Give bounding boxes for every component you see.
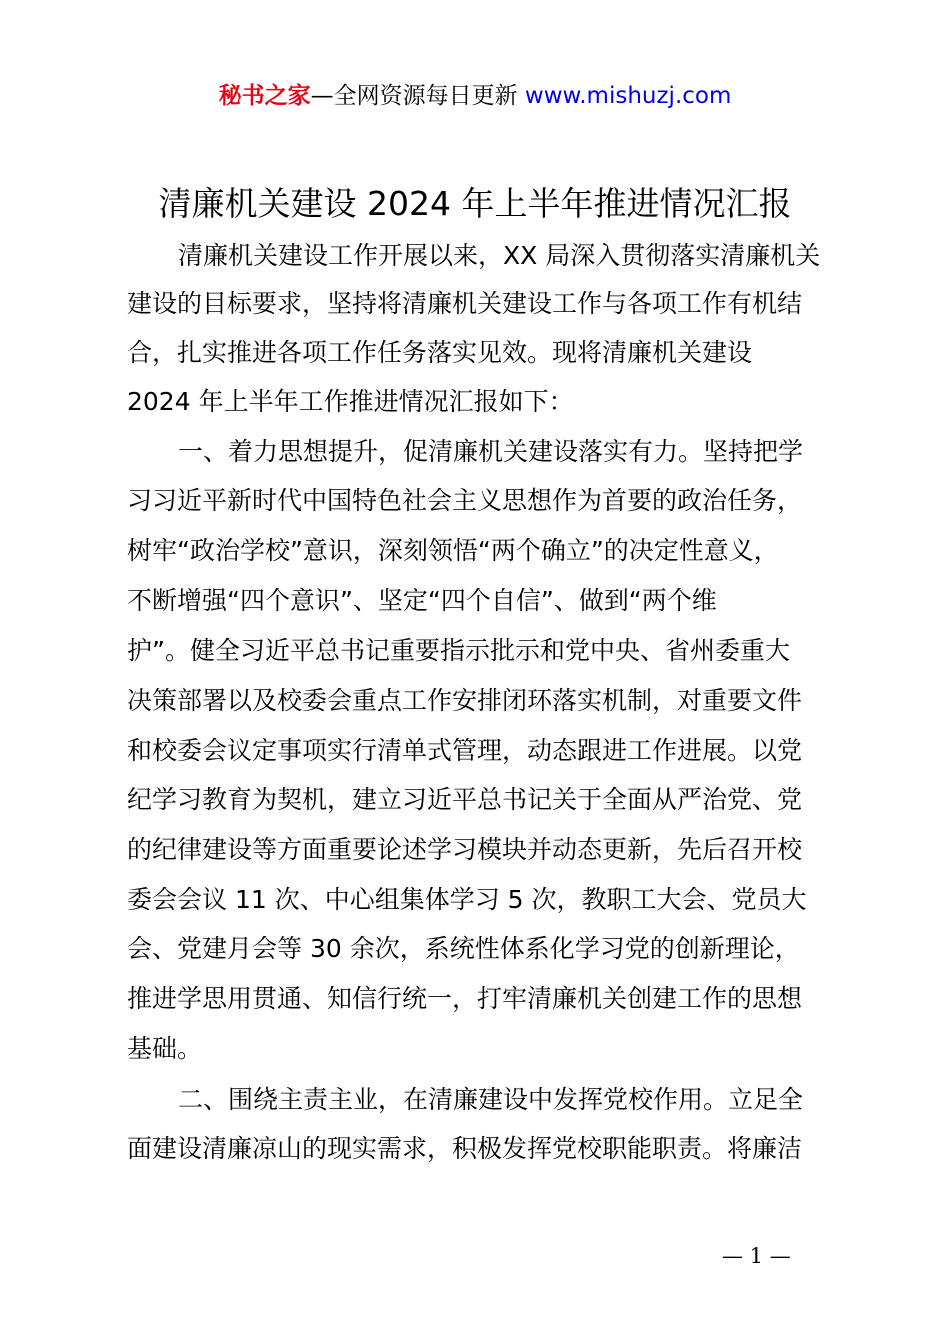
site-brand: 秘书之家 [218, 83, 311, 109]
page-number: — 1 — [722, 1244, 791, 1268]
paragraph-line: 合，扎实推进各项工作任务落实见效。现将清廉机关建设 [127, 338, 753, 367]
paragraph-line: 决策部署以及校委会重点工作安排闭环落实机制，对重要文件 [127, 686, 803, 715]
paragraph-line: 清廉机关建设工作开展以来，XX 局深入贯彻落实清廉机关 [178, 241, 821, 270]
paragraph-line: 纪学习教育为契机，建立习近平总书记关于全面从严治党、党 [127, 785, 803, 814]
paragraph-line: 2024 年上半年工作推进情况汇报如下： [127, 387, 574, 416]
paragraph-line: 的纪律建设等方面重要论述学习模块并动态更新，先后召开校 [127, 835, 803, 864]
paragraph-line: 一、着力思想提升，促清廉机关建设落实有力。坚持把学 [178, 437, 804, 466]
site-tagline: —全网资源每日更新 [310, 83, 525, 109]
site-header [0, 80, 950, 112]
paragraph-line: 建设的目标要求，坚持将清廉机关建设工作与各项工作有机结 [127, 289, 803, 318]
paragraph-line: 树牢“政治学校”意识，深刻领悟“两个确立”的决定性意义， [127, 536, 779, 565]
paragraph-line: 二、围绕主责主业，在清廉建设中发挥党校作用。立足全 [178, 1085, 804, 1114]
paragraph-line: 和校委会议定事项实行清单式管理，动态跟进工作进展。以党 [127, 736, 803, 765]
paragraph-line: 推进学思用贯通、知信行统一，打牢清廉机关创建工作的思想 [127, 984, 803, 1013]
paragraph-line: 护”。健全习近平总书记重要指示批示和党中央、省州委重大 [127, 636, 790, 665]
site-url-link[interactable]: www.mishuzj.com [524, 83, 732, 109]
paragraph-line: 习习近平新时代中国特色社会主义思想作为首要的政治任务， [127, 486, 803, 515]
paragraph-line: 委会会议 11 次、中心组集体学习 5 次，教职工大会、党员大 [127, 885, 807, 914]
paragraph-line: 不断增强“四个意识”、坚定“四个自信”、做到“两个维 [127, 586, 717, 615]
paragraph-line: 基础。 [127, 1034, 203, 1063]
paragraph-line: 面建设清廉凉山的现实需求，积极发挥党校职能职责。将廉洁 [127, 1134, 803, 1163]
paragraph-line: 会、党建月会等 30 余次，系统性体系化学习党的创新理论， [127, 934, 800, 963]
document-title: 清廉机关建设 2024 年上半年推进情况汇报 [158, 184, 792, 223]
